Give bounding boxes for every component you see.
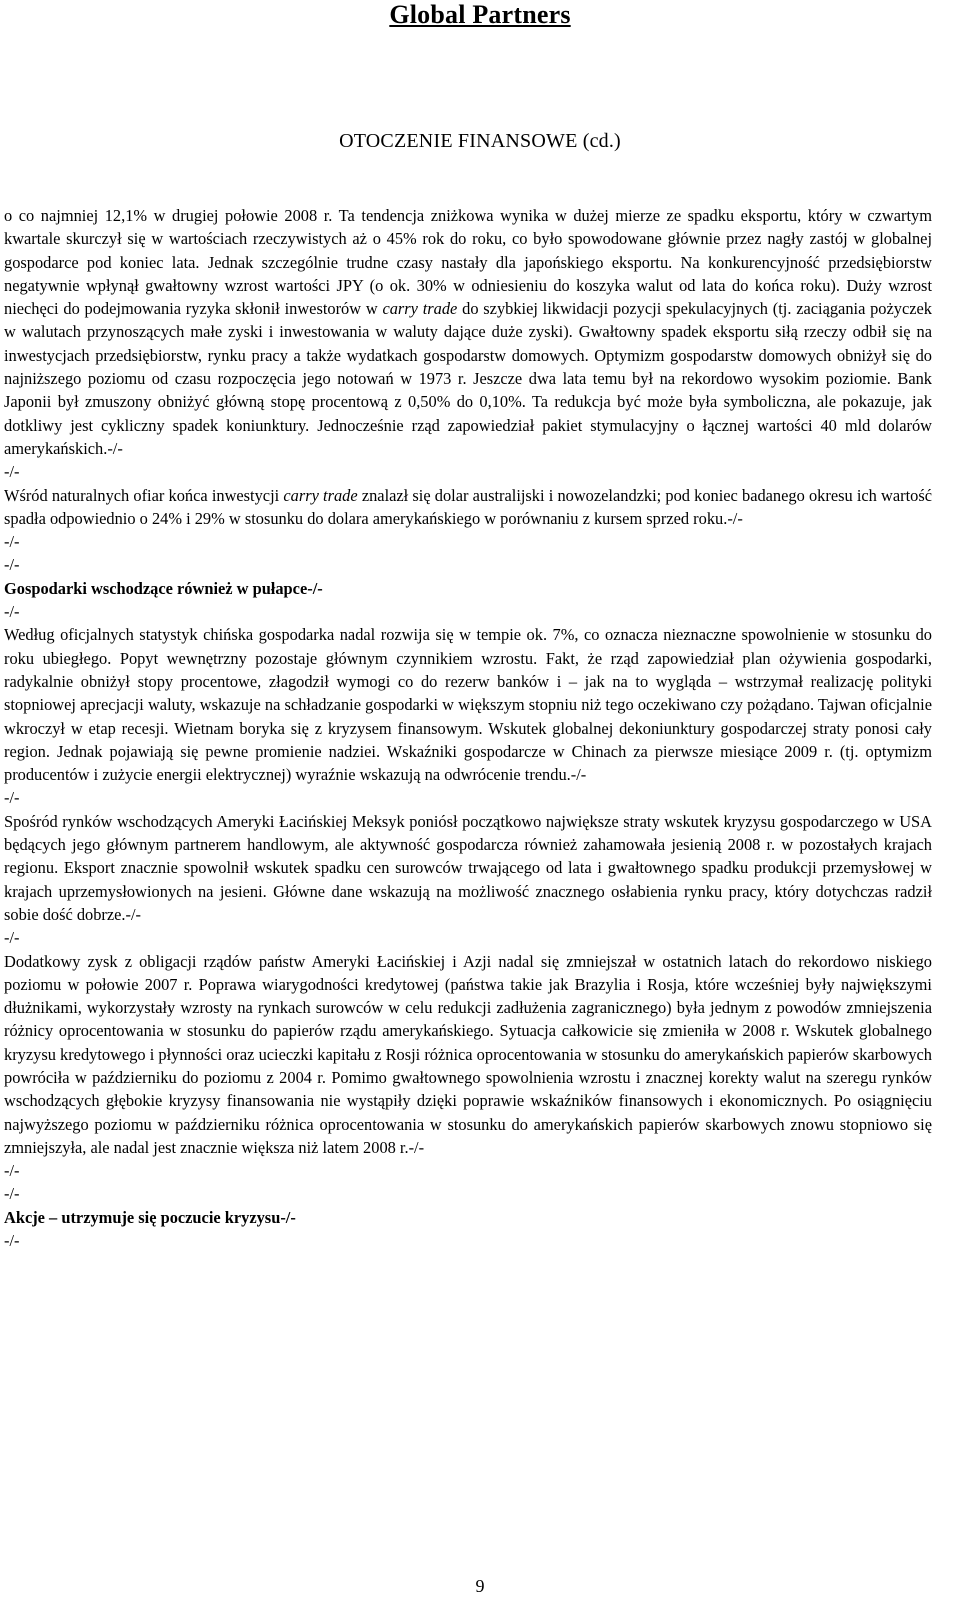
- paragraph-japan: [4, 204, 932, 460]
- carry-trade-term: carry trade: [382, 299, 458, 319]
- paragraph-china: Według oficjalnych statystyk chińska gospodarka nadal rozwija się w tempie ok. 7%, co oznacza nieznaczne spowolnienie w stosunku do roku ubiegłego. Popyt wewnętrzny pozostaje głównym czynnikiem wzrostu. Fakt, że rząd zapowiedział plan ożywienia gospodarki, radykalnie obniżył stopy procentowe, złagodził wymogi co do rezerw banków i – jak na to wygląda – wstrzymał realizację polityki stopniowej aprecjacji waluty, wskazuje na schładzanie gospodarki w większym stopniu niż tego oczekiwano czy pożądano. Tajwan oficjalnie wkroczył w etap recesji. Wietnam boryka się z kryzysem finansowym. Wskutek globalnej dekoniunktury gospodarczej straty ponosi cały region. Jednak pojawiają się pewne promienie nadziei. Wskaźniki gospodarcze w Chinach za pierwsze miesiące 2009 r. (tj. optymizm producentów i zużycie energii elektrycznej) wyraźnie wskazują na odwrócenie trendu.-/-: [4, 625, 932, 785]
- separator-mark: -/-: [4, 1231, 20, 1251]
- separator-mark: -/-: [4, 462, 20, 482]
- paragraph-bond-spreads: Dodatkowy zysk z obligacji rządów państw Ameryki Łacińskiej i Azji nadal się zmniejszał w ostatnich latach do rekordowo niskiego poziomu w połowie 2007 r. Poprawa wiarygodności kredytowej (państwa takie jak Brazylia i Rosja, które wcześniej były największymi dłużnikami, wykorzystały wzrosty na rynkach surowców w celu redukcji zadłużenia zagranicznego) była jednym z powodów zmniejszenia różnicy oprocentowania w stosunku do papierów rządu amerykańskiego. Sytuacja całkowicie się zmieniła w 2008 r. Wskutek globalnego kryzysu kredytowego i płynności oraz ucieczki kapitału z Rosji różnica oprocentowania w stosunku do amerykańskich papierów skarbowych powróciła w październiku do poziomu z 2004 r. Pomimo gwałtownego spowolnienia wzrostu i znacznej korekty walut na szeregu rynków wschodzących głębokie kryzysy finansowania nie wystąpiły dzięki poprawie wskaźników finansowych i ekonomicznych. Po osiągnięciu najwyższego poziomu w październiku różnica oprocentowania w stosunku do amerykańskich papierów skarbowych znowu stopniowo się zmniejszyła, ale nadal jest znacznie większa niż latem 2008 r.-/-: [4, 951, 932, 1157]
- paragraph-text: do szybkiej likwidacji pozycji spekulacyjnych (tj. zaciągania pożyczek w walutach przynoszących małe zyski i inwestowania w waluty dające duże zyski). Gwałtowny spadek eksportu siłą rzeczy odbił się na inwestycjach przedsiębiorstw, rynku pracy a także wydatkach gospodarstw domowych. Optymizm gospodarstw domowych obniżył się do najniższego poziomu od czasu rozpoczęcia jego notowań w 1973 r. Jeszcze dwa lata temu był na rekordowo wysokim poziomie. Bank Japonii był zmuszony obniżyć główną stopę procentową z 0,50% do 0,10%. Ta redukcja być może była symboliczna, ale pokazuje, jak dotkliwy jest cykliczny spadek koniunktury. Jednocześnie rząd zapowiedział pakiet stymulacyjny o łącznej wartości 40 mld dolarów amerykańskich.-/-: [4, 299, 932, 458]
- separator-mark: -/-: [4, 555, 20, 575]
- separator-mark: -/-: [4, 532, 20, 552]
- section-title: OTOCZENIE FINANSOWE (cd.): [339, 130, 621, 152]
- page-number: 9: [475, 1576, 485, 1596]
- separator-mark: -/-: [4, 1184, 20, 1204]
- page-header-title: Global Partners: [389, 0, 571, 29]
- subheading-equities: [4, 1206, 932, 1229]
- subheading-text: Gospodarki wschodzące również w pułapce: [4, 578, 308, 598]
- separator-mark: -/-: [4, 1161, 20, 1181]
- subheading-text: Akcje – utrzymuje się poczucie kryzysu: [4, 1207, 281, 1227]
- paragraph-text: o co najmniej 12,1% w drugiej połowie 2008 r. Ta tendencja zniżkowa wynika w dużej mierze ze spadku eksportu, który w czwartym kwartale skurczył się w wartościach rzeczywistych aż o 45% rok do roku, co było spowodowane głównie przez nagły zastój w globalnej gospodarce pod koniec lata. Jednak szczególnie trudne czasy nastały dla japońskiego eksportu. Na konkurencyjność przedsiębiorstw negatywnie wpłynął gwałtowny wzrost wartości JPY (o ok. 30% w odniesieniu do koszyka walut od lata do końca roku). Duży wzrost niechęci do podejmowania ryzyka skłonił inwestorów w: [4, 206, 932, 319]
- paragraph-text: znalazł się dolar australijski i nowozelandzki; pod koniec badanego okresu ich wartość spadła odpowiednio o 24% i 29% w stosunku do dolara amerykańskiego w porównaniu z kursem sprzed roku.-/-: [4, 485, 933, 528]
- separator-mark: -/-: [280, 1207, 296, 1227]
- separator-mark: -/-: [307, 578, 323, 598]
- separator-mark: -/-: [4, 788, 20, 808]
- separator-mark: -/-: [4, 928, 20, 948]
- paragraph-aud-nzd: [4, 484, 932, 531]
- paragraph-text: Wśród naturalnych ofiar końca inwestycji: [4, 485, 284, 505]
- subheading-emerging-markets: [4, 577, 932, 600]
- paragraph-latin-america: Spośród rynków wschodzących Ameryki Łacińskiej Meksyk poniósł początkowo największe straty wskutek kryzysu gospodarczego w USA będących jego głównym partnerem handlowym, ale aktywność gospodarcza również zahamowała jesienią 2008 r. w pozostałych krajach regionu. Eksport znacznie spowolnił wskutek spadku cen surowców trwającego od lata i gwałtownego spadku produkcji przemysłowej w krajach uprzemysłowionych na jesieni. Główne dane wskazują na możliwość znacznego osłabienia rynku pracy, który dotychczas radził sobie dość dobrze.-/-: [4, 811, 932, 924]
- article-body: [4, 204, 932, 1252]
- separator-mark: -/-: [4, 602, 20, 622]
- carry-trade-term: carry trade: [283, 485, 358, 505]
